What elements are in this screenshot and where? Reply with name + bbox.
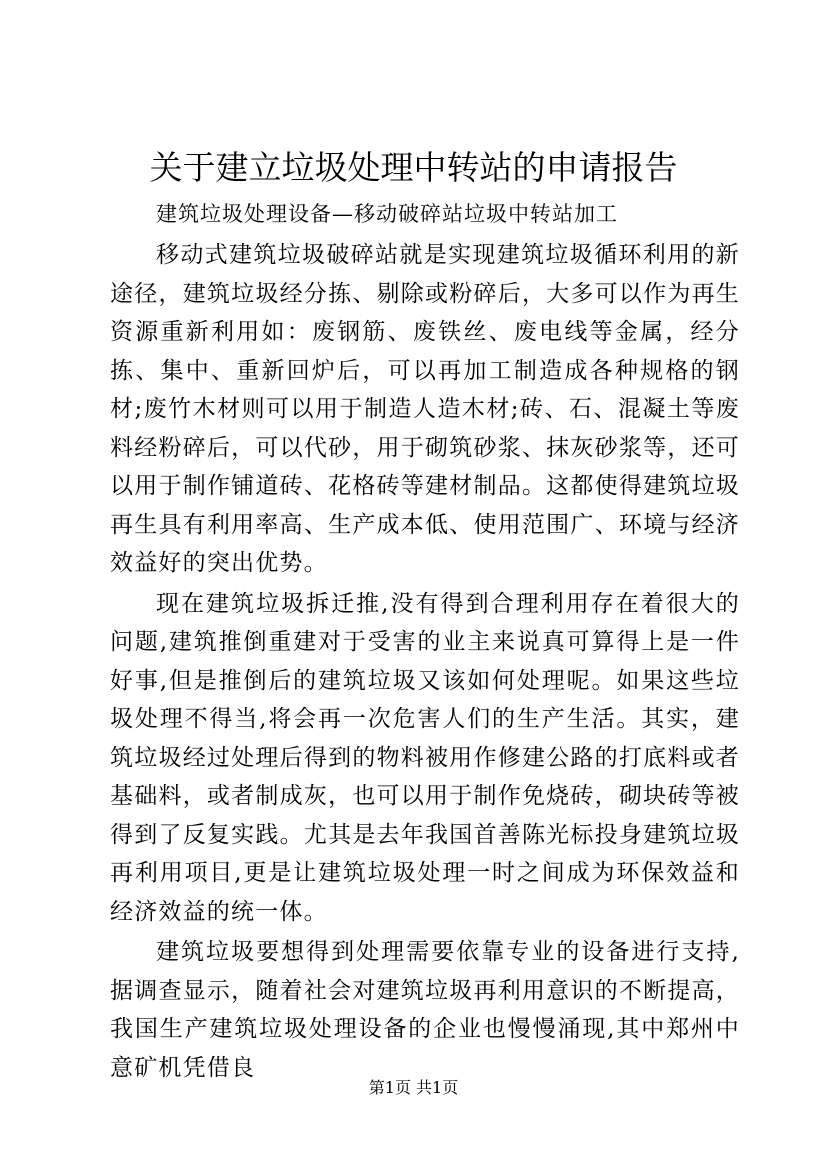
- paragraph-1: 移动式建筑垃圾破碎站就是实现建筑垃圾循环利用的新途径，建筑垃圾经分拣、剔除或粉碎后，大多可以作为再生资源重新利用如：废钢筋、废铁丝、废电线等金属，经分拣、集中、重新回炉后，可以再加工制造成各种规格的钢材;废竹木材则可以用于制造人造木材;砖、石、混凝土等废料经粉碎后，可以代砂，用于砌筑砂浆、抹灰砂浆等，还可以用于制作铺道砖、花格砖等建材制品。这都使得建筑垃圾再生具有利用率高、生产成本低、使用范围广、环境与经济效益好的突出优势。: [110, 242, 740, 576]
- document-body: [110, 236, 740, 1087]
- document-title: 关于建立垃圾处理中转站的申请报告: [149, 148, 678, 187]
- paragraph-2: 现在建筑垃圾拆迁推,没有得到合理利用存在着很大的问题,建筑推倒重建对于受害的业主来说真可算得上是一件好事,但是推倒后的建筑垃圾又该如何处理呢。如果这些垃圾处理不得当,将会再一次危害人们的生产生活。其实，建筑垃圾经过处理后得到的物料被用作修建公路的打底料或者基础料，或者制成灰，也可以用于制作免烧砖，砌块砖等被得到了反复实践。尤其是去年我国首善陈光标投身建筑垃圾再利用项目,更是让建筑垃圾处理一时之间成为环保效益和经济效益的统一体。: [110, 590, 740, 925]
- page-footer: 第1页 共1页: [368, 1078, 459, 1097]
- document-subtitle: 建筑垃圾处理设备—移动破碎站垃圾中转站加工: [156, 202, 618, 226]
- paragraph-3: 建筑垃圾要想得到处理需要依靠专业的设备进行支持,据调查显示，随着社会对建筑垃圾再利用意识的不断提高，我国生产建筑垃圾处理设备的企业也慢慢涌现,其中郑州中意矿机凭借良: [110, 939, 740, 1081]
